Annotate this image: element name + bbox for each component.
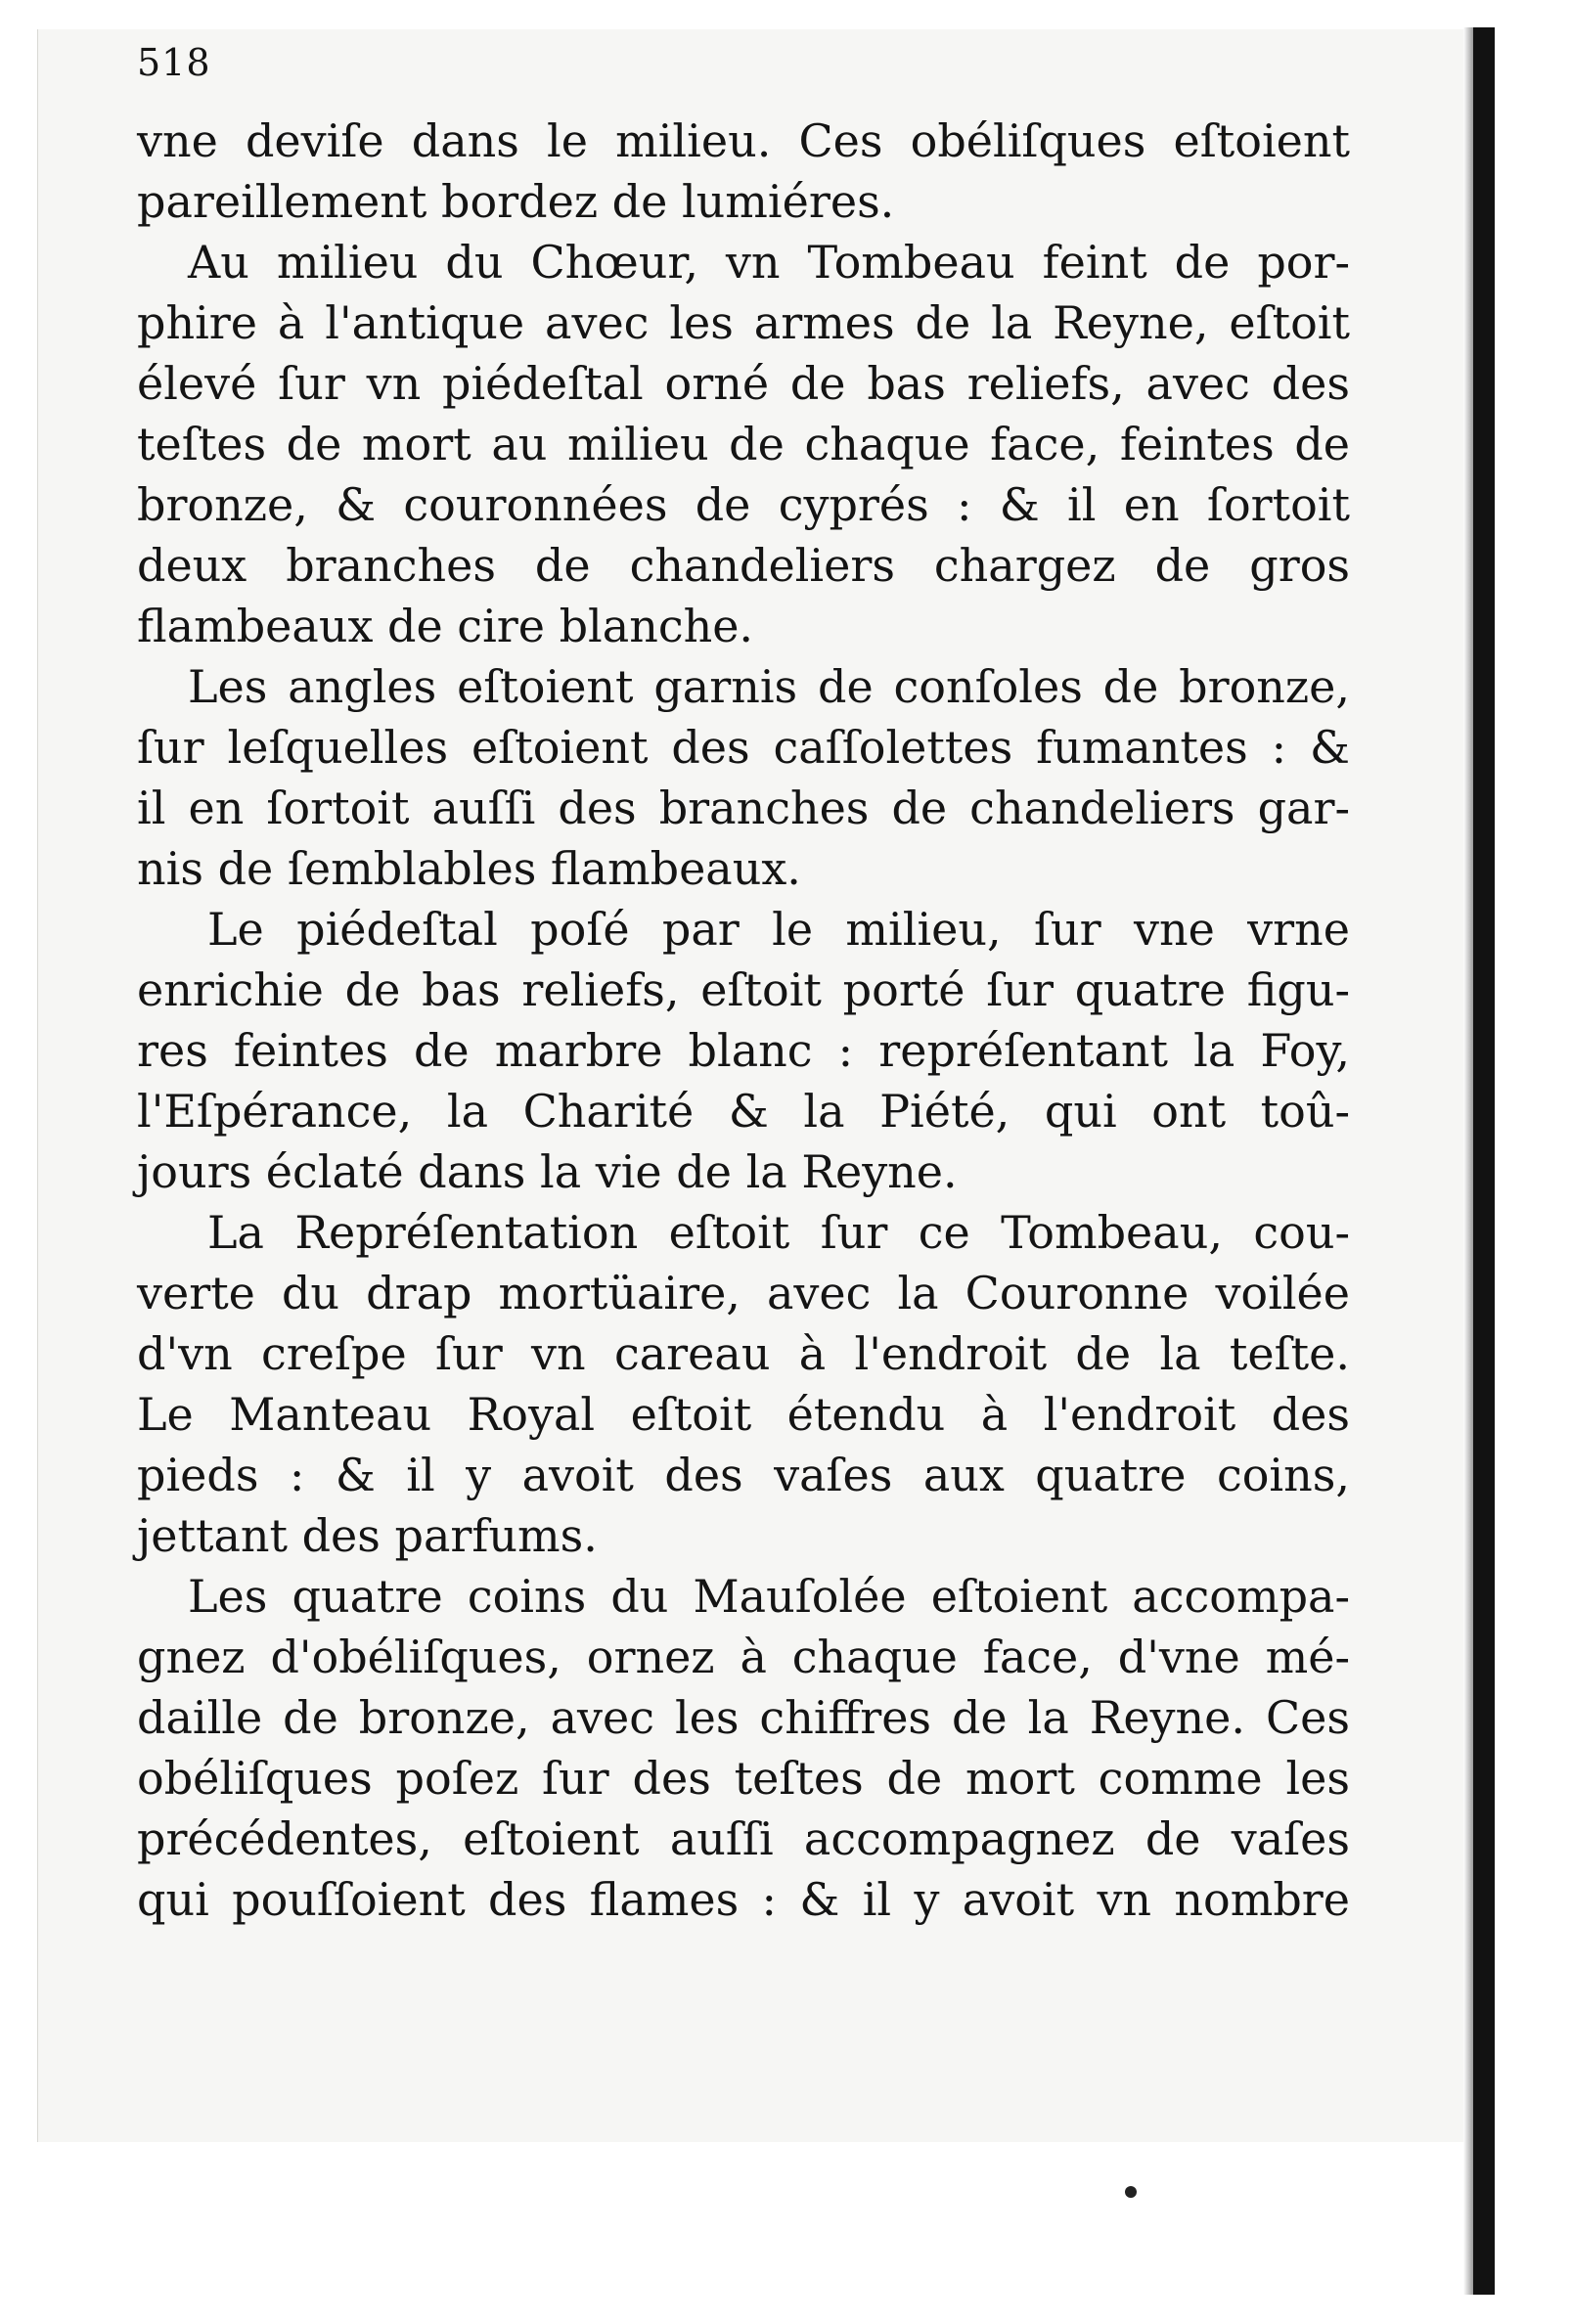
text-line: res feintes de marbre blanc : repréſentant la Foy, bbox=[137, 1024, 1350, 1077]
text-line: l'Eſpérance, la Charité & la Piété, qui ont toû- bbox=[137, 1085, 1350, 1138]
text-line: qui pouſſoient des flames : & il y avoit vn nombre bbox=[137, 1873, 1350, 1926]
text-line: deux branches de chandeliers chargez de gros bbox=[137, 539, 1350, 592]
ink-speck bbox=[1125, 2186, 1137, 2198]
text-block bbox=[137, 111, 1350, 1930]
page-content bbox=[137, 41, 1350, 1930]
text-line: bronze, & couronnées de cyprés : & il en ſortoit bbox=[137, 478, 1350, 531]
text-line: nis de ſemblables flambeaux. bbox=[137, 842, 801, 895]
text-line: gnez d'obéliſques, ornez à chaque face, d'vne mé- bbox=[137, 1631, 1350, 1683]
text-line: Le piédeſtal poſé par le milieu, ſur vne vrne bbox=[207, 903, 1350, 956]
page-edge bbox=[1463, 27, 1473, 2295]
text-line: La Repréſentation eſtoit ſur ce Tombeau, cou- bbox=[207, 1206, 1350, 1259]
text-line: Le Manteau Royal eſtoit étendu à l'endroit des bbox=[137, 1388, 1350, 1441]
page-number: 518 bbox=[137, 41, 211, 84]
text-line: jettant des parfums. bbox=[137, 1509, 598, 1562]
text-line: Les quatre coins du Mauſolée eſtoient accompa- bbox=[188, 1570, 1350, 1623]
text-line: précédentes, eſtoient auſſi accompagnez de vaſes bbox=[137, 1812, 1350, 1865]
text-line: teſtes de mort au milieu de chaque face, feintes de bbox=[137, 418, 1350, 470]
text-line: vne deviſe dans le milieu. Ces obéliſques eſtoient bbox=[137, 114, 1350, 167]
text-line: pareillement bordez de lumiéres. bbox=[137, 175, 895, 228]
text-line: élevé ſur vn piédeſtal orné de bas reliefs, avec des bbox=[137, 357, 1350, 410]
text-line: phire à l'antique avec les armes de la Reyne, eſtoit bbox=[137, 296, 1350, 349]
text-line: il en ſortoit auſſi des branches de chandeliers gar- bbox=[137, 782, 1350, 834]
text-line: enrichie de bas reliefs, eſtoit porté ſur quatre figu- bbox=[137, 963, 1350, 1016]
text-line: ſur leſquelles eſtoient des caſſolettes fumantes : & bbox=[137, 721, 1350, 774]
text-line: jours éclaté dans la vie de la Reyne. bbox=[137, 1145, 958, 1198]
text-line: pieds : & il y avoit des vaſes aux quatre coins, bbox=[137, 1449, 1350, 1501]
text-line: Au milieu du Chœur, vn Tombeau feint de por- bbox=[188, 236, 1350, 289]
text-line: Les angles eſtoient garnis de conſoles de bronze, bbox=[188, 660, 1350, 713]
text-line: d'vn creſpe ſur vn careau à l'endroit de la teſte. bbox=[137, 1327, 1350, 1380]
text-line: verte du drap mortüaire, avec la Couronne voilée bbox=[137, 1267, 1350, 1319]
binding-shadow bbox=[1473, 27, 1495, 2295]
text-line: flambeaux de cire blanche. bbox=[137, 600, 754, 652]
text-line: obéliſques poſez ſur des teſtes de mort comme les bbox=[137, 1752, 1350, 1805]
text-line: daille de bronze, avec les chiffres de la Reyne. Ces bbox=[137, 1691, 1350, 1744]
